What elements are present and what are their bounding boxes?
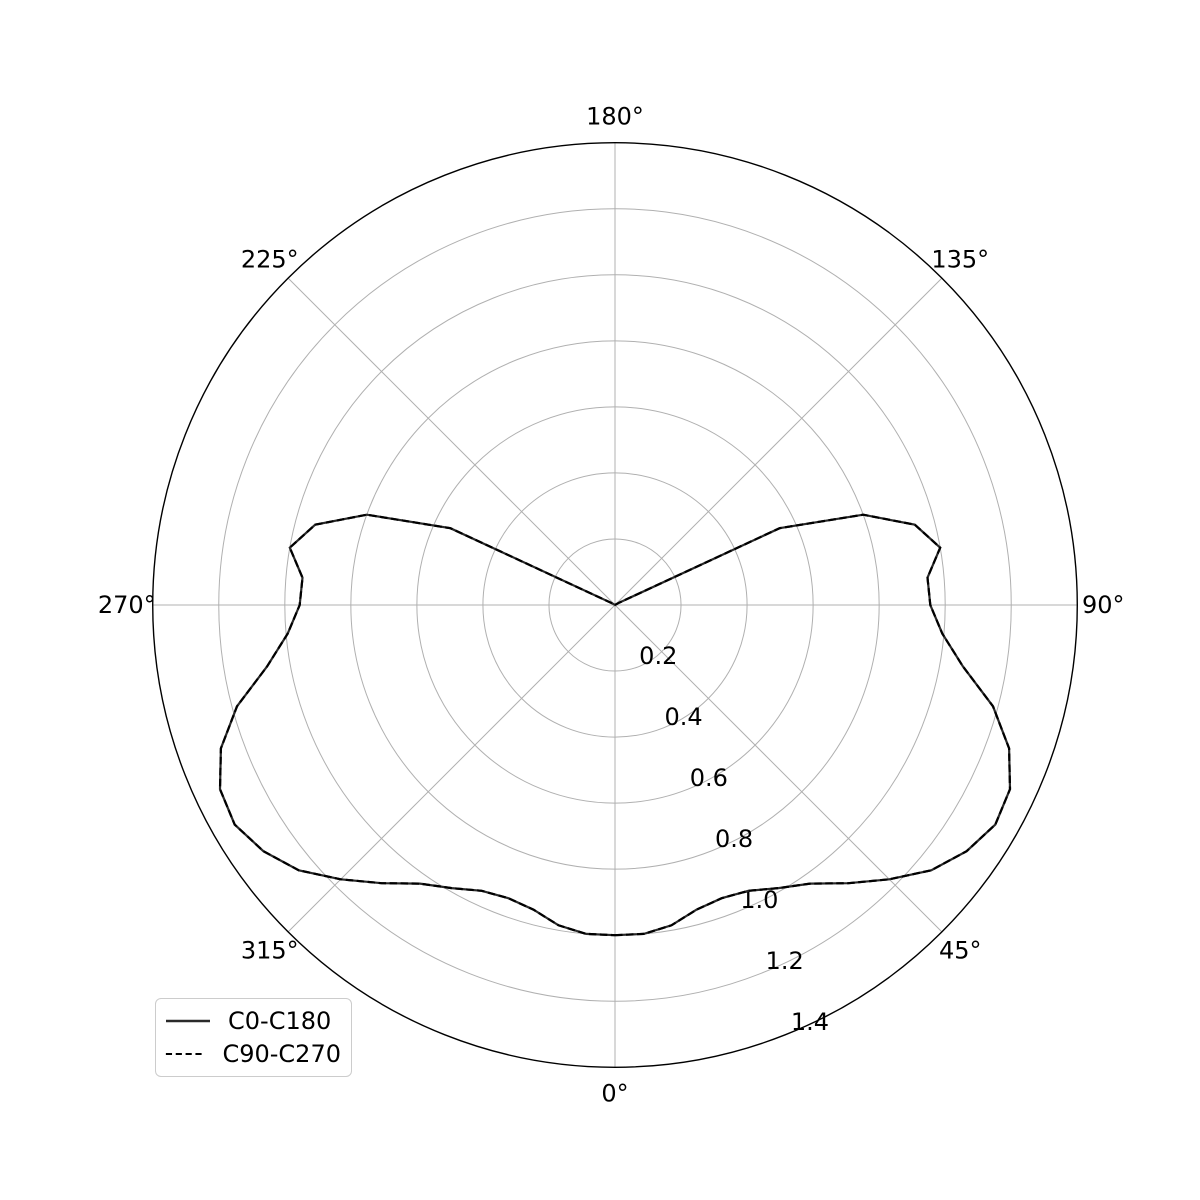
legend-label-c0-c180: C0-C180: [228, 1007, 332, 1035]
radial-tick-label: 0.2: [639, 642, 678, 671]
angle-tick-label: 0°: [601, 1079, 629, 1108]
angle-tick-label: 90°: [1082, 591, 1125, 619]
legend-dashed-line-icon: [165, 1051, 205, 1057]
radial-tick-label: 0.6: [689, 764, 728, 793]
radial-tick-label: 0.8: [715, 825, 754, 854]
legend-solid-line-icon: [165, 1018, 211, 1024]
angle-tick-label: 135°: [931, 245, 990, 274]
radial-tick-label: 1.4: [790, 1008, 829, 1037]
legend-label-c90-c270: C90-C270: [222, 1040, 341, 1068]
angle-tick-label: 315°: [240, 936, 299, 965]
angle-tick-label: 180°: [586, 102, 644, 131]
radial-tick-label: 1.0: [740, 886, 779, 915]
radial-tick-label: 0.4: [664, 703, 703, 732]
legend-item-c90-c270: [165, 1041, 341, 1067]
angle-tick-label: 225°: [240, 245, 299, 274]
angle-tick-label: 270°: [97, 591, 156, 619]
legend: [155, 998, 352, 1077]
legend-item-c0-c180: [165, 1008, 341, 1034]
radial-tick-label: 1.2: [765, 947, 804, 976]
angle-tick-label: 45°: [938, 936, 982, 965]
